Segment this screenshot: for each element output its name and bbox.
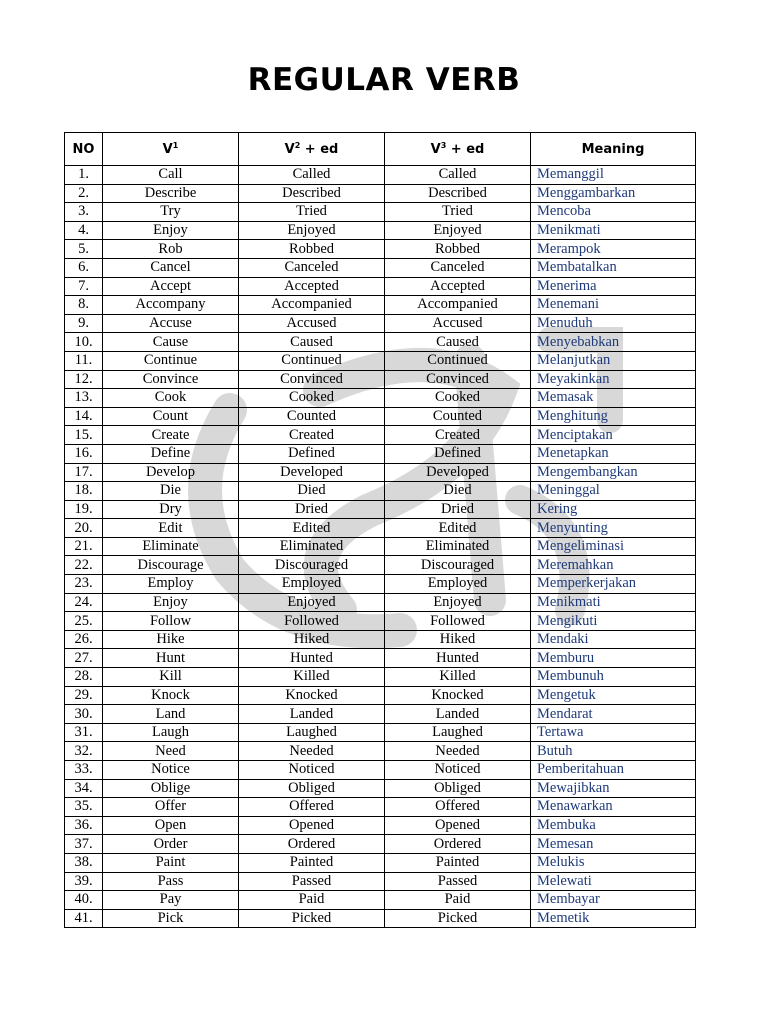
cell-no: 19.	[65, 500, 103, 519]
cell-meaning: Membatalkan	[531, 258, 696, 277]
cell-meaning: Menuduh	[531, 314, 696, 333]
cell-no: 18.	[65, 482, 103, 501]
cell-v1: Rob	[103, 240, 239, 259]
cell-v3: Accepted	[385, 277, 531, 296]
cell-v2: Ordered	[239, 835, 385, 854]
table-row	[65, 649, 696, 668]
cell-v1: Count	[103, 407, 239, 426]
cell-v3: Accused	[385, 314, 531, 333]
cell-meaning: Membunuh	[531, 668, 696, 687]
cell-meaning: Memperkerjakan	[531, 575, 696, 594]
cell-v1: Try	[103, 203, 239, 222]
table-row	[65, 240, 696, 259]
cell-no: 28.	[65, 668, 103, 687]
table-row	[65, 761, 696, 780]
cell-v2: Defined	[239, 444, 385, 463]
table-row	[65, 258, 696, 277]
cell-no: 9.	[65, 314, 103, 333]
cell-no: 8.	[65, 296, 103, 315]
cell-v3: Convinced	[385, 370, 531, 389]
table-row	[65, 909, 696, 928]
cell-v2: Laughed	[239, 723, 385, 742]
table-row	[65, 575, 696, 594]
cell-meaning: Menghitung	[531, 407, 696, 426]
cell-no: 7.	[65, 277, 103, 296]
cell-v3: Canceled	[385, 258, 531, 277]
cell-v3: Eliminated	[385, 537, 531, 556]
table-row	[65, 630, 696, 649]
cell-v2: Employed	[239, 575, 385, 594]
cell-meaning: Mewajibkan	[531, 779, 696, 798]
cell-v3: Picked	[385, 909, 531, 928]
cell-v3: Called	[385, 166, 531, 185]
cell-v2: Counted	[239, 407, 385, 426]
cell-meaning: Melukis	[531, 853, 696, 872]
cell-v1: Paint	[103, 853, 239, 872]
cell-v2: Picked	[239, 909, 385, 928]
table-row	[65, 482, 696, 501]
cell-no: 31.	[65, 723, 103, 742]
cell-v3: Continued	[385, 351, 531, 370]
cell-v2: Passed	[239, 872, 385, 891]
cell-v2: Needed	[239, 742, 385, 761]
table-row	[65, 742, 696, 761]
cell-meaning: Memetik	[531, 909, 696, 928]
cell-v3: Painted	[385, 853, 531, 872]
cell-no: 32.	[65, 742, 103, 761]
cell-v3: Defined	[385, 444, 531, 463]
cell-v2: Dried	[239, 500, 385, 519]
table-row	[65, 835, 696, 854]
cell-meaning: Kering	[531, 500, 696, 519]
cell-meaning: Membuka	[531, 816, 696, 835]
table-header-row	[65, 133, 696, 166]
cell-meaning: Menyebabkan	[531, 333, 696, 352]
cell-v2: Edited	[239, 519, 385, 538]
cell-meaning: Menerima	[531, 277, 696, 296]
cell-meaning: Meremahkan	[531, 556, 696, 575]
cell-v1: Develop	[103, 463, 239, 482]
cell-v1: Convince	[103, 370, 239, 389]
cell-v1: Follow	[103, 612, 239, 631]
cell-v3: Paid	[385, 891, 531, 910]
cell-meaning: Meninggal	[531, 482, 696, 501]
cell-meaning: Menikmati	[531, 593, 696, 612]
cell-no: 2.	[65, 184, 103, 203]
cell-v3: Laughed	[385, 723, 531, 742]
cell-v1: Edit	[103, 519, 239, 538]
cell-v3: Enjoyed	[385, 221, 531, 240]
cell-v2: Hiked	[239, 630, 385, 649]
cell-meaning: Meyakinkan	[531, 370, 696, 389]
cell-meaning: Memesan	[531, 835, 696, 854]
cell-v2: Tried	[239, 203, 385, 222]
cell-v2: Accused	[239, 314, 385, 333]
cell-no: 16.	[65, 444, 103, 463]
cell-v2: Caused	[239, 333, 385, 352]
cell-meaning: Tertawa	[531, 723, 696, 742]
cell-no: 6.	[65, 258, 103, 277]
cell-no: 40.	[65, 891, 103, 910]
cell-meaning: Menetapkan	[531, 444, 696, 463]
cell-v3: Described	[385, 184, 531, 203]
cell-v3: Landed	[385, 705, 531, 724]
cell-no: 37.	[65, 835, 103, 854]
cell-v1: Pass	[103, 872, 239, 891]
cell-v2: Enjoyed	[239, 593, 385, 612]
table-row	[65, 333, 696, 352]
header-no: NO	[65, 133, 103, 166]
cell-no: 14.	[65, 407, 103, 426]
cell-no: 38.	[65, 853, 103, 872]
table-row	[65, 370, 696, 389]
table-row	[65, 872, 696, 891]
cell-meaning: Mendaki	[531, 630, 696, 649]
cell-meaning: Merampok	[531, 240, 696, 259]
cell-no: 27.	[65, 649, 103, 668]
page-title: REGULAR VERB	[247, 62, 521, 98]
table-row	[65, 779, 696, 798]
cell-v2: Killed	[239, 668, 385, 687]
cell-v2: Developed	[239, 463, 385, 482]
cell-v1: Knock	[103, 686, 239, 705]
cell-no: 25.	[65, 612, 103, 631]
cell-v3: Edited	[385, 519, 531, 538]
cell-v2: Hunted	[239, 649, 385, 668]
table-row	[65, 853, 696, 872]
cell-v2: Created	[239, 426, 385, 445]
cell-v2: Eliminated	[239, 537, 385, 556]
cell-v1: Hunt	[103, 649, 239, 668]
cell-no: 11.	[65, 351, 103, 370]
cell-no: 15.	[65, 426, 103, 445]
cell-v1: Land	[103, 705, 239, 724]
cell-v1: Enjoy	[103, 593, 239, 612]
cell-meaning: Melewati	[531, 872, 696, 891]
table-row	[65, 500, 696, 519]
cell-meaning: Menyunting	[531, 519, 696, 538]
cell-no: 22.	[65, 556, 103, 575]
cell-no: 1.	[65, 166, 103, 185]
cell-no: 10.	[65, 333, 103, 352]
cell-no: 12.	[65, 370, 103, 389]
table-row	[65, 184, 696, 203]
table-row	[65, 537, 696, 556]
table-row	[65, 556, 696, 575]
cell-no: 23.	[65, 575, 103, 594]
cell-v1: Cause	[103, 333, 239, 352]
cell-v3: Enjoyed	[385, 593, 531, 612]
cell-v2: Died	[239, 482, 385, 501]
header-meaning: Meaning	[531, 133, 696, 166]
cell-v1: Cancel	[103, 258, 239, 277]
cell-v1: Need	[103, 742, 239, 761]
cell-v3: Counted	[385, 407, 531, 426]
cell-no: 17.	[65, 463, 103, 482]
header-v2: $V^2$ + ed	[239, 133, 385, 166]
cell-v3: Tried	[385, 203, 531, 222]
cell-v2: Painted	[239, 853, 385, 872]
cell-meaning: Memanggil	[531, 166, 696, 185]
cell-meaning: Pemberitahuan	[531, 761, 696, 780]
cell-v3: Followed	[385, 612, 531, 631]
cell-v3: Hiked	[385, 630, 531, 649]
cell-meaning: Menciptakan	[531, 426, 696, 445]
cell-meaning: Menggambarkan	[531, 184, 696, 203]
cell-v3: Ordered	[385, 835, 531, 854]
cell-v1: Continue	[103, 351, 239, 370]
table-row	[65, 277, 696, 296]
cell-meaning: Mengikuti	[531, 612, 696, 631]
cell-v1: Discourage	[103, 556, 239, 575]
cell-v1: Pay	[103, 891, 239, 910]
regular-verb-table	[64, 132, 696, 928]
cell-v3: Killed	[385, 668, 531, 687]
cell-v1: Laugh	[103, 723, 239, 742]
cell-v3: Offered	[385, 798, 531, 817]
cell-meaning: Menemani	[531, 296, 696, 315]
cell-v2: Accepted	[239, 277, 385, 296]
table-row	[65, 351, 696, 370]
cell-meaning: Mengetuk	[531, 686, 696, 705]
cell-no: 21.	[65, 537, 103, 556]
table-row	[65, 444, 696, 463]
cell-no: 24.	[65, 593, 103, 612]
cell-v1: Accuse	[103, 314, 239, 333]
cell-v1: Accompany	[103, 296, 239, 315]
cell-v2: Enjoyed	[239, 221, 385, 240]
cell-no: 30.	[65, 705, 103, 724]
cell-no: 3.	[65, 203, 103, 222]
cell-v2: Landed	[239, 705, 385, 724]
cell-no: 29.	[65, 686, 103, 705]
table-row	[65, 203, 696, 222]
cell-meaning: Mengeliminasi	[531, 537, 696, 556]
cell-v3: Created	[385, 426, 531, 445]
table-row	[65, 166, 696, 185]
cell-v1: Offer	[103, 798, 239, 817]
cell-no: 36.	[65, 816, 103, 835]
cell-v3: Accompanied	[385, 296, 531, 315]
cell-v1: Enjoy	[103, 221, 239, 240]
table-row	[65, 891, 696, 910]
cell-meaning: Membayar	[531, 891, 696, 910]
cell-v2: Cooked	[239, 389, 385, 408]
cell-v1: Call	[103, 166, 239, 185]
cell-v3: Hunted	[385, 649, 531, 668]
cell-v3: Employed	[385, 575, 531, 594]
table-row	[65, 686, 696, 705]
cell-meaning: Memasak	[531, 389, 696, 408]
table-row	[65, 463, 696, 482]
table-row	[65, 816, 696, 835]
cell-v3: Developed	[385, 463, 531, 482]
table-row	[65, 593, 696, 612]
cell-v2: Called	[239, 166, 385, 185]
cell-v1: Accept	[103, 277, 239, 296]
cell-v3: Noticed	[385, 761, 531, 780]
cell-no: 26.	[65, 630, 103, 649]
cell-v1: Kill	[103, 668, 239, 687]
cell-v3: Robbed	[385, 240, 531, 259]
cell-v2: Followed	[239, 612, 385, 631]
cell-no: 20.	[65, 519, 103, 538]
cell-v3: Died	[385, 482, 531, 501]
table-row	[65, 612, 696, 631]
cell-v1: Oblige	[103, 779, 239, 798]
cell-v3: Dried	[385, 500, 531, 519]
cell-meaning: Butuh	[531, 742, 696, 761]
cell-v2: Paid	[239, 891, 385, 910]
cell-v1: Employ	[103, 575, 239, 594]
cell-v1: Describe	[103, 184, 239, 203]
cell-v2: Described	[239, 184, 385, 203]
cell-meaning: Mendarat	[531, 705, 696, 724]
table-row	[65, 314, 696, 333]
cell-v3: Cooked	[385, 389, 531, 408]
table-row	[65, 426, 696, 445]
cell-v1: Die	[103, 482, 239, 501]
cell-v2: Accompanied	[239, 296, 385, 315]
cell-no: 35.	[65, 798, 103, 817]
table-row	[65, 407, 696, 426]
cell-v2: Convinced	[239, 370, 385, 389]
cell-meaning: Menikmati	[531, 221, 696, 240]
table-row	[65, 296, 696, 315]
cell-v2: Knocked	[239, 686, 385, 705]
table-row	[65, 723, 696, 742]
cell-v3: Knocked	[385, 686, 531, 705]
cell-v3: Needed	[385, 742, 531, 761]
cell-v1: Pick	[103, 909, 239, 928]
cell-v3: Caused	[385, 333, 531, 352]
cell-v1: Notice	[103, 761, 239, 780]
cell-v1: Dry	[103, 500, 239, 519]
cell-v2: Opened	[239, 816, 385, 835]
cell-meaning: Menawarkan	[531, 798, 696, 817]
cell-v1: Cook	[103, 389, 239, 408]
cell-v2: Noticed	[239, 761, 385, 780]
cell-no: 39.	[65, 872, 103, 891]
cell-meaning: Memburu	[531, 649, 696, 668]
header-v3: $V^3$ + ed	[385, 133, 531, 166]
cell-meaning: Mengembangkan	[531, 463, 696, 482]
table-body	[65, 166, 696, 928]
cell-v1: Create	[103, 426, 239, 445]
header-v1: $V^1$	[103, 133, 239, 166]
cell-v1: Order	[103, 835, 239, 854]
cell-v1: Eliminate	[103, 537, 239, 556]
cell-v3: Opened	[385, 816, 531, 835]
table-row	[65, 798, 696, 817]
cell-v2: Continued	[239, 351, 385, 370]
cell-no: 4.	[65, 221, 103, 240]
cell-v3: Passed	[385, 872, 531, 891]
cell-v1: Open	[103, 816, 239, 835]
cell-v3: Obliged	[385, 779, 531, 798]
table-row	[65, 519, 696, 538]
cell-no: 34.	[65, 779, 103, 798]
cell-no: 5.	[65, 240, 103, 259]
cell-v3: Discouraged	[385, 556, 531, 575]
cell-meaning: Melanjutkan	[531, 351, 696, 370]
table-row	[65, 705, 696, 724]
cell-meaning: Mencoba	[531, 203, 696, 222]
cell-no: 33.	[65, 761, 103, 780]
cell-no: 41.	[65, 909, 103, 928]
cell-v2: Robbed	[239, 240, 385, 259]
cell-v2: Offered	[239, 798, 385, 817]
table-row	[65, 221, 696, 240]
cell-no: 13.	[65, 389, 103, 408]
cell-v1: Define	[103, 444, 239, 463]
cell-v2: Obliged	[239, 779, 385, 798]
cell-v2: Discouraged	[239, 556, 385, 575]
table-row	[65, 668, 696, 687]
table-row	[65, 389, 696, 408]
cell-v2: Canceled	[239, 258, 385, 277]
cell-v1: Hike	[103, 630, 239, 649]
